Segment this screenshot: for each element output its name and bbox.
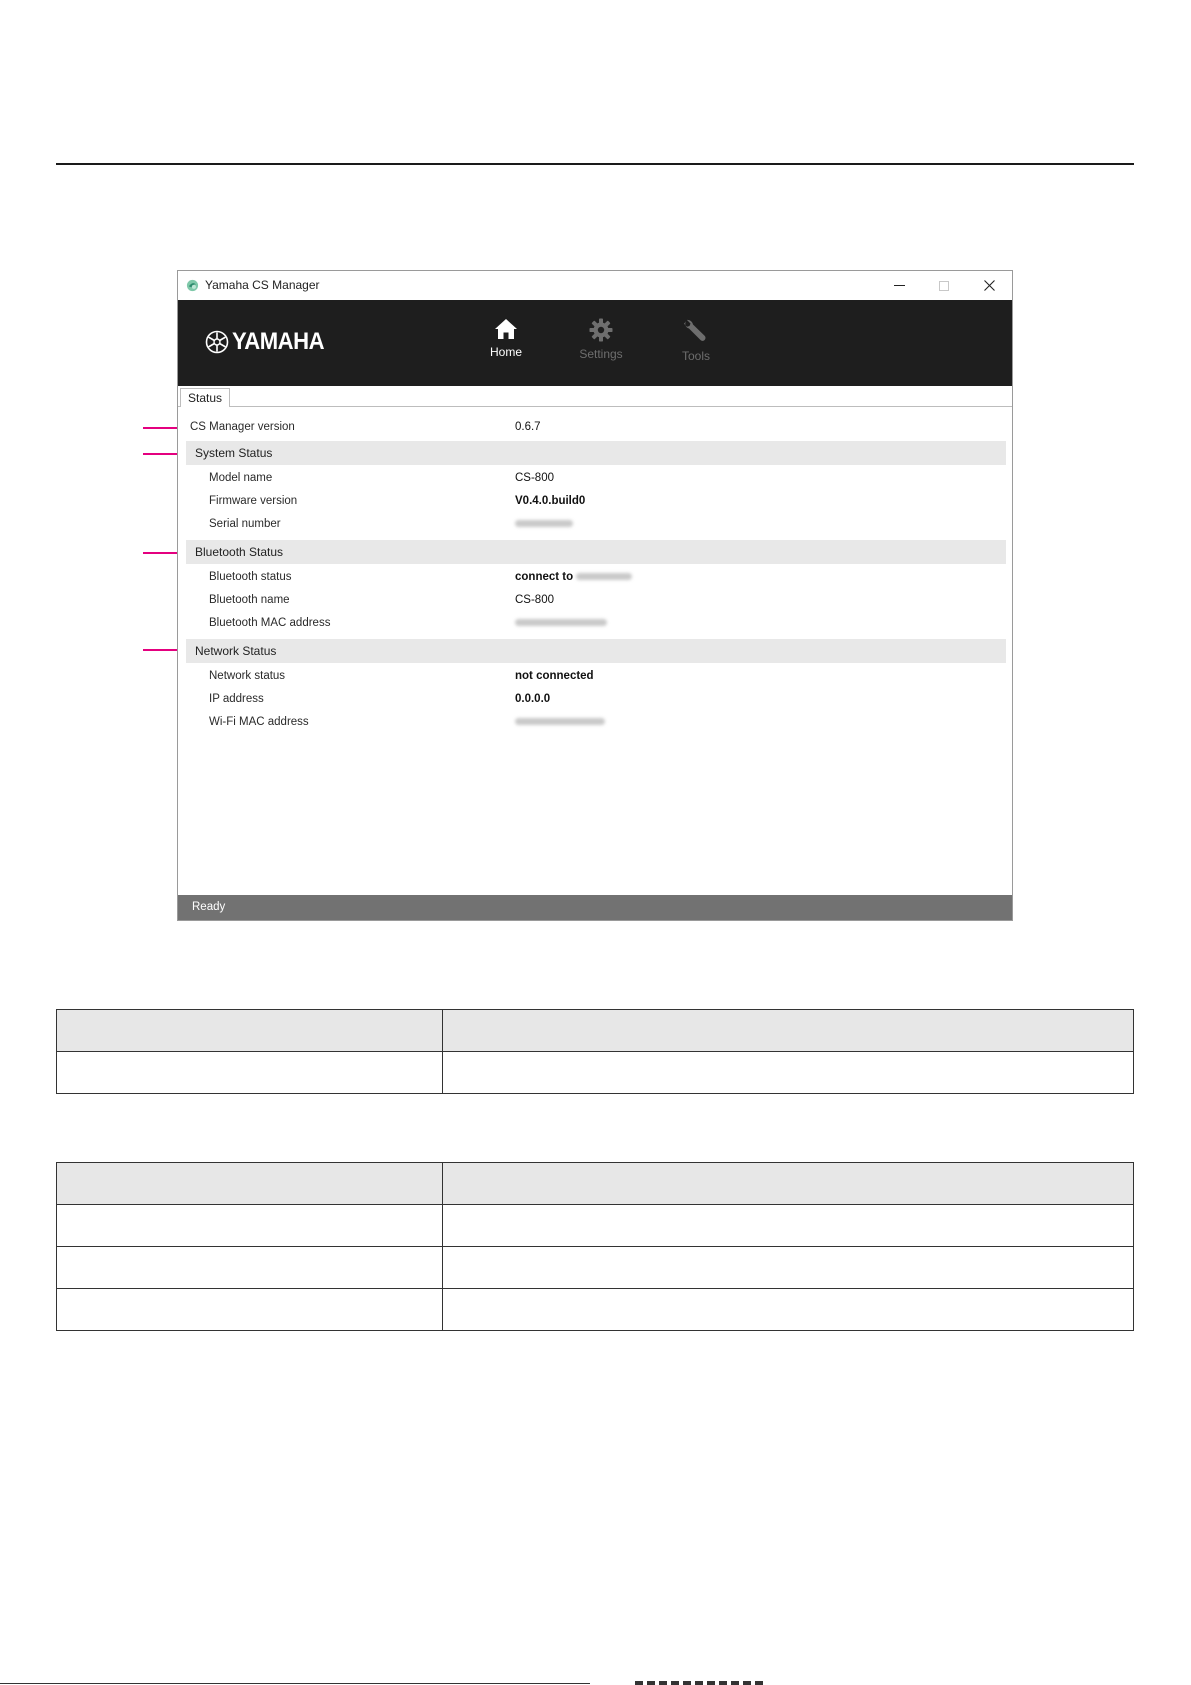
wifi-mac-row bbox=[178, 712, 1012, 734]
ip-address-label: IP address bbox=[209, 693, 264, 705]
tab-strip bbox=[178, 386, 1012, 407]
table-cell bbox=[443, 1010, 1134, 1052]
table-row bbox=[57, 1289, 1134, 1331]
close-icon bbox=[984, 280, 995, 291]
table-cell bbox=[57, 1247, 443, 1289]
table-cell bbox=[57, 1163, 443, 1205]
network-status-row bbox=[178, 666, 1012, 688]
serial-label: Serial number bbox=[209, 518, 281, 530]
minimize-icon bbox=[894, 280, 905, 291]
nav-settings[interactable] bbox=[566, 318, 636, 361]
network-status-value: not connected bbox=[515, 670, 594, 682]
footer-mark bbox=[635, 1681, 765, 1685]
network-status-header bbox=[186, 639, 1006, 663]
firmware-row bbox=[178, 491, 1012, 513]
close-button[interactable] bbox=[967, 271, 1011, 300]
wifi-mac-value-redacted bbox=[515, 716, 605, 728]
version-label: CS Manager version bbox=[190, 421, 295, 433]
table-row bbox=[57, 1205, 1134, 1247]
table-cell bbox=[443, 1205, 1134, 1247]
minimize-button[interactable] bbox=[877, 271, 921, 300]
bluetooth-mac-row bbox=[178, 613, 1012, 635]
network-status-title: Network Status bbox=[195, 644, 277, 658]
ip-address-value: 0.0.0.0 bbox=[515, 693, 551, 705]
version-value: 0.6.7 bbox=[515, 421, 541, 433]
wrench-icon bbox=[683, 318, 709, 344]
app-icon bbox=[186, 279, 199, 292]
model-name-label: Model name bbox=[209, 472, 273, 484]
nav-home-label: Home bbox=[489, 345, 522, 359]
tuning-fork-emblem-icon bbox=[205, 330, 229, 354]
bluetooth-name-row bbox=[178, 590, 1012, 612]
logo-text: YAMAHA bbox=[232, 328, 325, 355]
table-header-row bbox=[57, 1163, 1134, 1205]
table-cell bbox=[443, 1289, 1134, 1331]
table-row bbox=[57, 1052, 1134, 1094]
firmware-value: V0.4.0.build0 bbox=[515, 495, 586, 507]
maximize-icon bbox=[939, 281, 949, 291]
bluetooth-status-row bbox=[178, 567, 1012, 589]
app-header bbox=[178, 300, 1012, 386]
yamaha-logo bbox=[205, 330, 332, 354]
bluetooth-status-label: Bluetooth status bbox=[209, 571, 292, 583]
status-bar bbox=[178, 895, 1012, 920]
bluetooth-name-value: CS-800 bbox=[515, 594, 554, 606]
ip-address-row bbox=[178, 689, 1012, 711]
top-rule bbox=[56, 163, 1134, 165]
nav-tools[interactable] bbox=[661, 318, 731, 363]
status-panel bbox=[178, 407, 1012, 895]
window-title: Yamaha CS Manager bbox=[205, 278, 320, 292]
table-row bbox=[57, 1247, 1134, 1289]
serial-row bbox=[178, 514, 1012, 536]
gear-icon bbox=[589, 318, 613, 342]
wifi-mac-label: Wi-Fi MAC address bbox=[209, 716, 309, 728]
table-cell bbox=[57, 1205, 443, 1247]
table-cell bbox=[57, 1052, 443, 1094]
bluetooth-mac-value-redacted bbox=[515, 617, 607, 629]
network-status-label: Network status bbox=[209, 670, 286, 682]
system-status-header bbox=[186, 441, 1006, 465]
description-table-1 bbox=[56, 1009, 1134, 1094]
description-table-2 bbox=[56, 1162, 1134, 1331]
nav-tools-label: Tools bbox=[681, 349, 710, 363]
home-icon bbox=[494, 318, 518, 340]
model-name-row bbox=[178, 468, 1012, 490]
table-cell bbox=[443, 1052, 1134, 1094]
nav-home[interactable] bbox=[471, 318, 541, 359]
table-cell bbox=[57, 1010, 443, 1052]
bluetooth-status-header bbox=[186, 540, 1006, 564]
table-cell bbox=[57, 1289, 443, 1331]
model-name-value: CS-800 bbox=[515, 472, 554, 484]
maximize-button[interactable] bbox=[922, 271, 966, 300]
serial-value-redacted bbox=[515, 518, 573, 530]
table-cell bbox=[443, 1247, 1134, 1289]
bluetooth-name-label: Bluetooth name bbox=[209, 594, 290, 606]
version-row bbox=[178, 417, 1012, 439]
bluetooth-status-value: connect to bbox=[515, 571, 632, 583]
system-status-title: System Status bbox=[195, 446, 273, 460]
firmware-label: Firmware version bbox=[209, 495, 298, 507]
app-window bbox=[177, 270, 1013, 921]
tab-status[interactable]: Status bbox=[180, 388, 230, 407]
table-cell bbox=[443, 1163, 1134, 1205]
title-bar[interactable] bbox=[178, 271, 1012, 300]
status-bar-text: Ready bbox=[192, 901, 226, 913]
nav-settings-label: Settings bbox=[579, 347, 623, 361]
footer-rule bbox=[0, 1683, 590, 1684]
table-header-row bbox=[57, 1010, 1134, 1052]
bluetooth-status-title: Bluetooth Status bbox=[195, 545, 284, 559]
bluetooth-mac-label: Bluetooth MAC address bbox=[209, 617, 331, 629]
